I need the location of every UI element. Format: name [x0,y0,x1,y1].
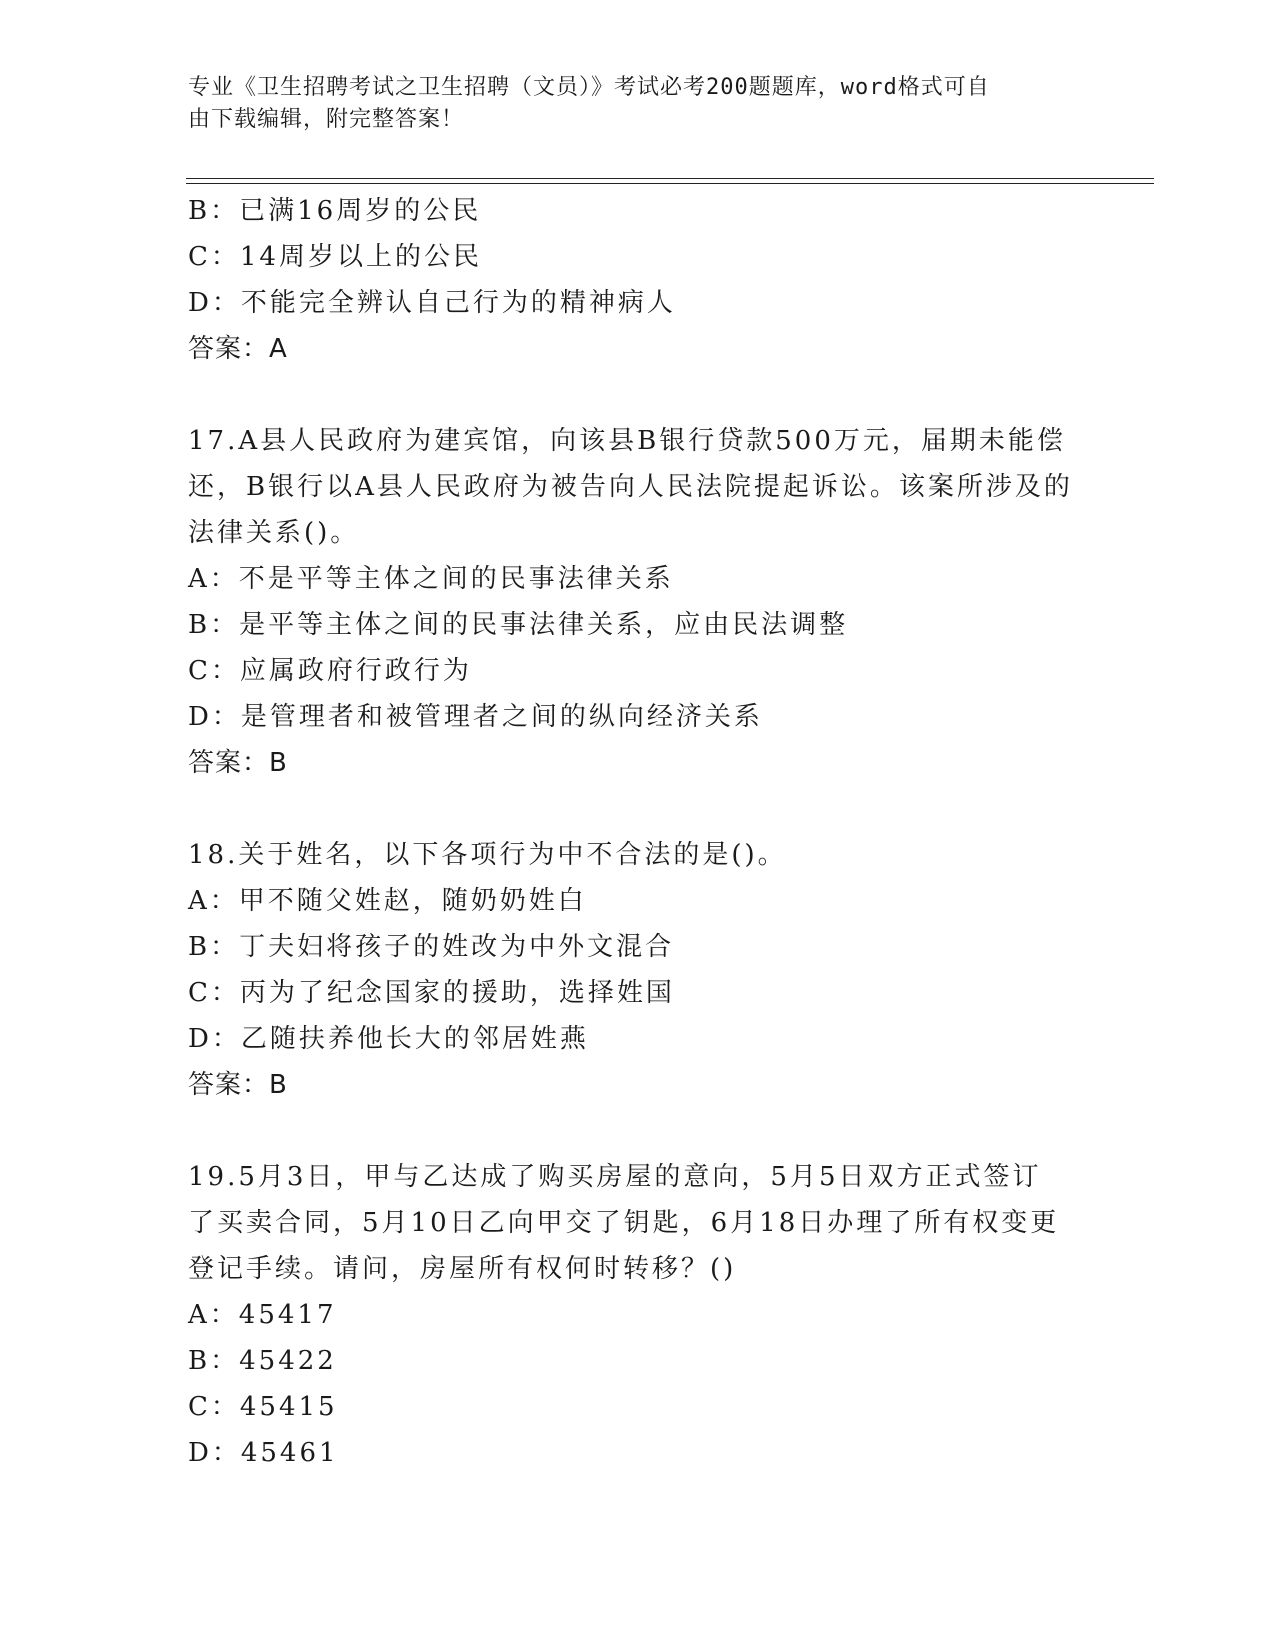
answer: 答案：B [188,1070,288,1100]
option-c: C：应属政府行政行为 [188,656,472,686]
option-d: D：不能完全辨认自己行为的精神病人 [188,288,676,318]
option-b: B：是平等主体之间的民事法律关系，应由民法调整 [188,610,849,640]
spacer [188,372,1108,418]
question-19 [188,1154,1108,1476]
question-17 [188,418,1108,786]
option-b: B：45422 [188,1346,337,1376]
option-d: D：是管理者和被管理者之间的纵向经济关系 [188,702,763,732]
answer: 答案：B [188,748,288,778]
question-stem: 18.关于姓名，以下各项行为中不合法的是()。 [188,840,787,870]
header-divider-top [186,178,1154,179]
option-a: A：不是平等主体之间的民事法律关系 [188,564,674,594]
header-divider-bottom [186,183,1154,184]
option-c: C：丙为了纪念国家的援助，选择姓国 [188,978,675,1008]
option-b: B：丁夫妇将孩子的姓改为中外文混合 [188,932,675,962]
question-stem: 17.A县人民政府为建宾馆，向该县B银行贷款500万元，届期未能偿 [188,426,1066,456]
question-16 [188,188,1108,372]
document-header [188,72,1068,136]
spacer [188,786,1108,832]
option-a: A：甲不随父姓赵，随奶奶姓白 [188,886,587,916]
header-line-1: 专业《卫生招聘考试之卫生招聘（文员）》考试必考200题题库，word格式可自 [188,75,990,100]
option-c: C：45415 [188,1392,338,1422]
option-d: D：乙随扶养他长大的邻居姓燕 [188,1024,589,1054]
question-18 [188,832,1108,1108]
document-body [188,188,1108,1476]
question-stem: 法律关系()。 [188,518,360,548]
question-stem: 登记手续。请问，房屋所有权何时转移？() [188,1254,737,1284]
question-stem: 了买卖合同，5月10日乙向甲交了钥匙，6月18日办理了所有权变更 [188,1208,1060,1238]
option-a: A：45417 [188,1300,337,1330]
option-b: B：已满16周岁的公民 [188,196,482,226]
option-c: C：14周岁以上的公民 [188,242,482,272]
question-stem: 还，B银行以A县人民政府为被告向人民法院提起诉讼。该案所涉及的 [188,472,1073,502]
option-d: D：45461 [188,1438,339,1468]
answer: 答案：A [188,334,288,364]
question-stem: 19.5月3日，甲与乙达成了购买房屋的意向，5月5日双方正式签订 [188,1162,1042,1192]
header-line-2: 由下载编辑，附完整答案！ [188,107,465,132]
spacer [188,1108,1108,1154]
